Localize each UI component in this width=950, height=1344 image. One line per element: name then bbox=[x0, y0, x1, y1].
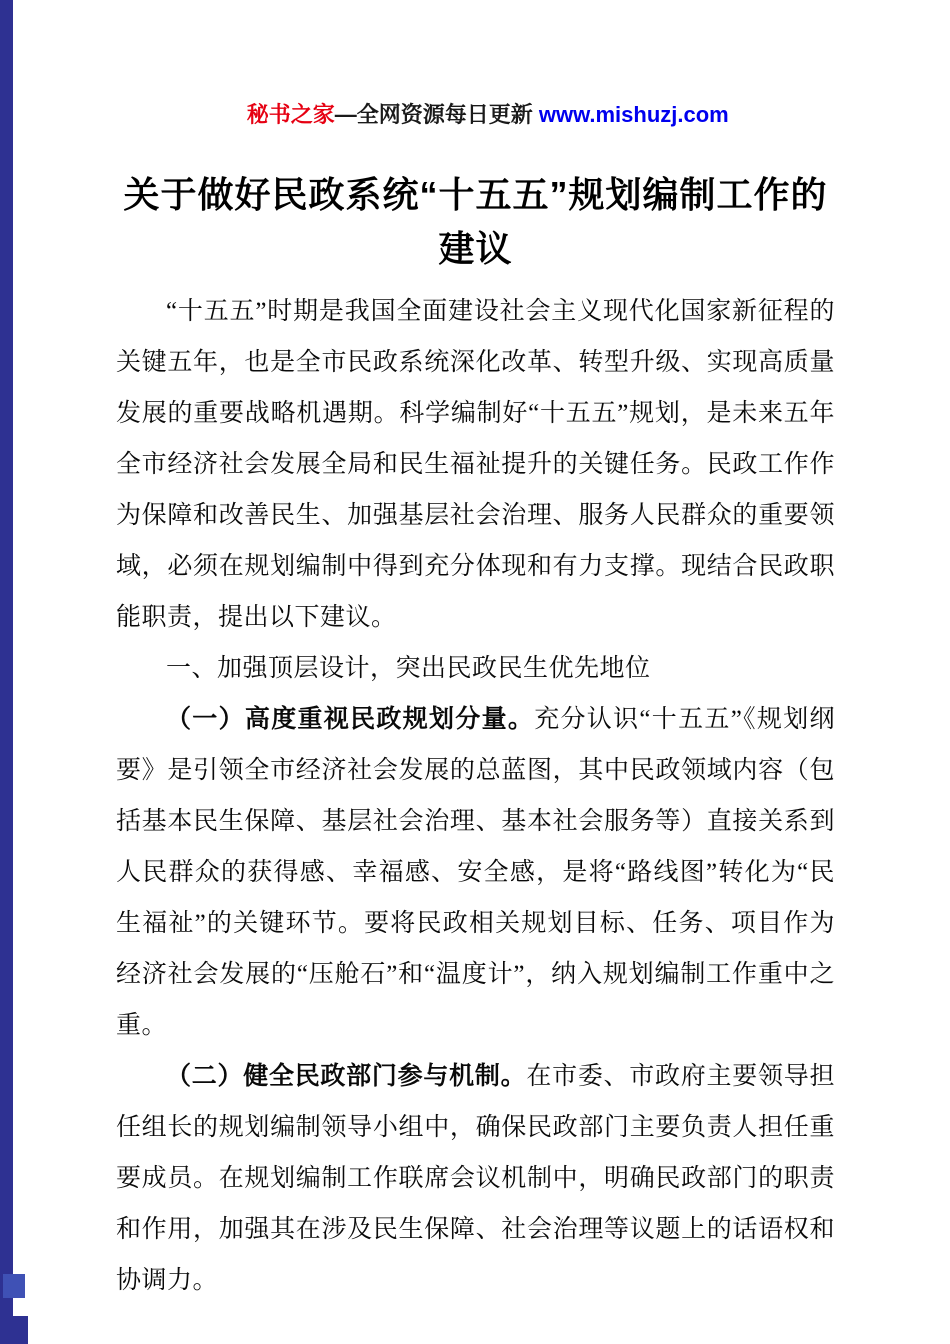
point-2-lead: （二）健全民政部门参与机制。 bbox=[166, 1063, 527, 1090]
site-url-link[interactable]: www.mishuzj.com bbox=[538, 102, 729, 127]
paragraph-point-2 bbox=[116, 1051, 835, 1306]
site-tagline: —全网资源每日更新 bbox=[334, 102, 539, 127]
site-brand: 秘书之家 bbox=[246, 102, 335, 127]
point-1-lead: （一）高度重视民政规划分量。 bbox=[166, 706, 535, 733]
point-1-text: 充分认识“十五五”《规划纲要》是引领全市经济社会发展的总蓝图，其中民政领域内容（包括基本民生保障、基层社会治理、基本社会服务等）直接关系到人民群众的获得感、幸福感、安全感，是将“路线图”转化为“民生福祉”的关键环节。要将民政相关规划目标、任务、项目作为经济社会发展的“压舱石”和“温度计”，纳入规划编制工作重中之重。 bbox=[116, 706, 835, 1039]
section-heading-1: 一、加强顶层设计，突出民政民生优先地位 bbox=[166, 655, 651, 682]
site-header bbox=[116, 70, 835, 160]
corner-block-bottom bbox=[0, 1316, 28, 1344]
document-title: 关于做好民政系统“十五五”规划编制工作的建议 bbox=[123, 174, 828, 269]
point-2-text: 在市委、市政府主要领导担任组长的规划编制领导小组中，确保民政部门主要负责人担任重要成员。在规划编制工作联席会议机制中，明确民政部门的职责和作用，加强其在涉及民生保障、社会治理等议题上的话语权和协调力。 bbox=[116, 1063, 835, 1294]
paragraph-intro: “十五五”时期是我国全面建设社会主义现代化国家新征程的关键五年，也是全市民政系统深化改革、转型升级、实现高质量发展的重要战略机遇期。科学编制好“十五五”规划，是未来五年全市经济社会发展全局和民生福祉提升的关键任务。民政工作作为保障和改善民生、加强基层社会治理、服务人民群众的重要领域，必须在规划编制中得到充分体现和有力支撑。现结合民政职能职责，提出以下建议。 bbox=[116, 298, 835, 631]
paragraph-point-1 bbox=[116, 694, 835, 1051]
